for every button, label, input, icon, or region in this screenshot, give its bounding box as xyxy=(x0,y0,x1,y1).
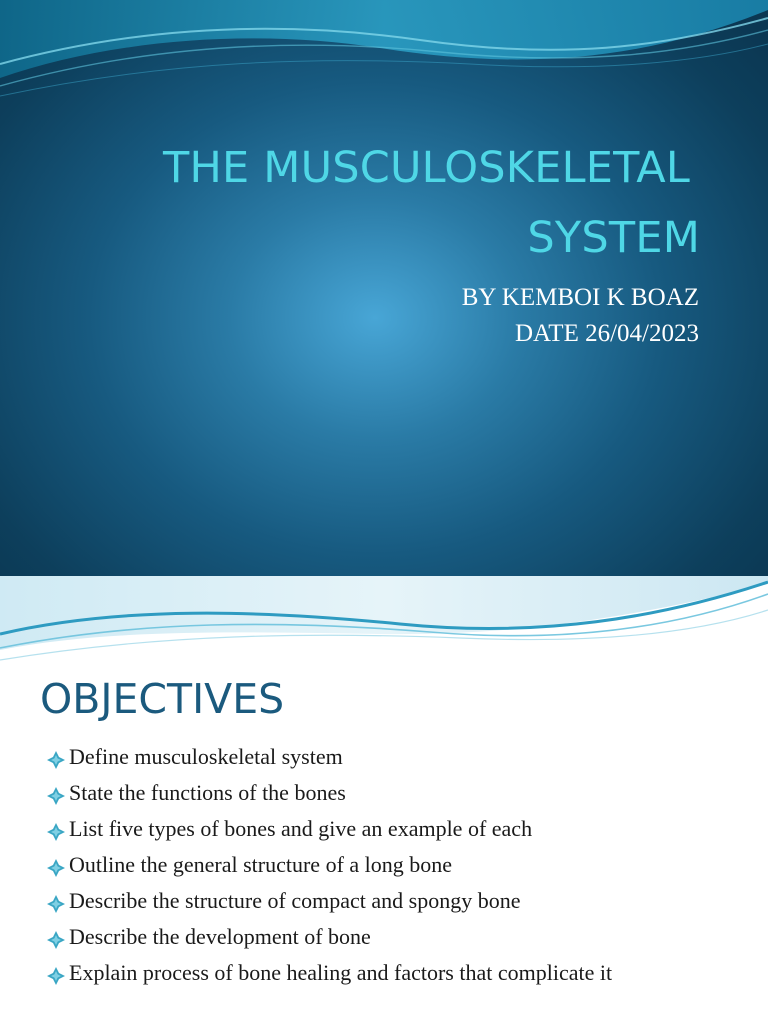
wave-decoration xyxy=(0,0,768,110)
objectives-heading: OBJECTIVES xyxy=(40,675,285,723)
objective-text: Describe the structure of compact and spongy bone xyxy=(69,888,521,913)
objective-item xyxy=(46,922,736,952)
objective-item xyxy=(46,886,736,916)
diamond-bullet-icon xyxy=(46,820,66,840)
objective-item xyxy=(46,850,736,880)
diamond-bullet-icon xyxy=(46,748,66,768)
objective-text: Describe the development of bone xyxy=(69,924,371,949)
objective-text: Explain process of bone healing and factors that complicate it xyxy=(69,960,613,985)
diamond-bullet-icon xyxy=(46,928,66,948)
author-text: BY KEMBOI K BOAZ xyxy=(461,284,699,311)
objective-text: Define musculoskeletal system xyxy=(69,744,343,769)
objective-item xyxy=(46,814,736,844)
presentation-title-line-1: THE MUSCULOSKELETAL xyxy=(163,143,690,193)
objective-text: Outline the general structure of a long bone xyxy=(69,852,453,877)
objective-item xyxy=(46,742,736,772)
diamond-bullet-icon xyxy=(46,856,66,876)
objective-text: State the functions of the bones xyxy=(69,780,346,805)
objectives-slide xyxy=(0,576,768,1024)
objective-item xyxy=(46,958,736,988)
wave-decoration xyxy=(0,576,768,668)
diamond-bullet-icon xyxy=(46,784,66,804)
objective-item xyxy=(46,778,736,808)
presentation-title-line-2: SYSTEM xyxy=(527,213,700,263)
date-text: DATE 26/04/2023 xyxy=(514,320,699,347)
diamond-bullet-icon xyxy=(46,892,66,912)
diamond-bullet-icon xyxy=(46,964,66,984)
objectives-list xyxy=(46,742,736,994)
objective-text: List five types of bones and give an example of each xyxy=(69,816,533,841)
byline xyxy=(462,280,699,352)
